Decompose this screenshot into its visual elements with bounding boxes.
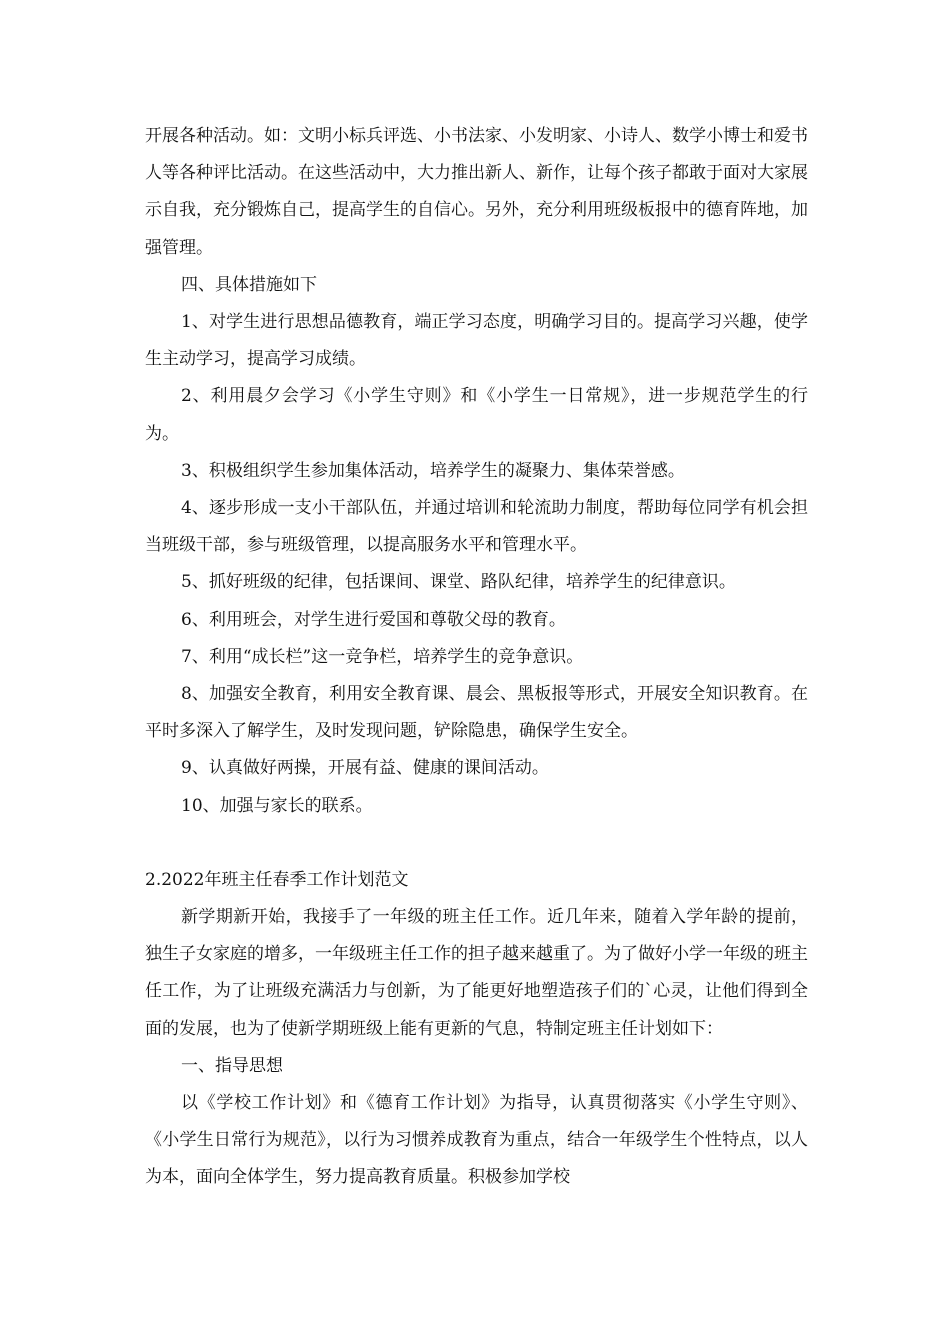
measure-item-5: 5、抓好班级的纪律，包括课间、课堂、路队纪律，培养学生的纪律意识。 bbox=[181, 572, 736, 593]
measure-item-2: 2、利用晨夕会学习《小学生守则》和《小学生一日常规》，进一步规范学生的行为。 bbox=[145, 386, 808, 444]
section-gap bbox=[145, 825, 808, 862]
measure-item-1: 1、对学生进行思想品德教育，端正学习态度，明确学习目的。提高学习兴趣，使学生主动学习，提高学习成绩。 bbox=[145, 312, 808, 370]
measure-item-6: 6、利用班会，对学生进行爱国和尊敬父母的教育。 bbox=[181, 609, 566, 630]
measure-item-8: 8、加强安全教育，利用安全教育课、晨会、黑板报等形式，开展安全知识教育。在平时多深入了解学生，及时发现问题，铲除隐患，确保学生安全。 bbox=[145, 684, 808, 742]
section-title: 2.2022年班主任春季工作计划范文 bbox=[145, 869, 409, 890]
measure-item-9: 9、认真做好两操，开展有益、健康的课间活动。 bbox=[181, 758, 549, 779]
heading-guiding-ideology: 一、指导思想 bbox=[181, 1055, 283, 1076]
measure-item-3: 3、积极组织学生参加集体活动，培养学生的凝聚力、集体荣誉感。 bbox=[181, 460, 685, 481]
measure-item-4: 4、逐步形成一支小干部队伍，并通过培训和轮流助力制度，帮助每位同学有机会担当班级干部，参与班级管理，以提高服务水平和管理水平。 bbox=[145, 498, 808, 556]
paragraph-activities: 开展各种活动。如：文明小标兵评选、小书法家、小发明家、小诗人、数学小博士和爱书人等各种评比活动。在这些活动中，大力推出新人、新作，让每个孩子都敢于面对大家展示自我，充分锻炼自己，提高学生的自信心。另外，充分利用班级板报中的德育阵地，加强管理。 bbox=[145, 126, 808, 258]
heading-section-four: 四、具体措施如下 bbox=[181, 274, 317, 295]
document-body bbox=[145, 118, 808, 1197]
paragraph-intro: 新学期新开始，我接手了一年级的班主任工作。近几年来，随着入学年龄的提前，独生子女家庭的增多，一年级班主任工作的担子越来越重了。为了做好小学一年级的班主任工作，为了让班级充满活力与创新，为了能更好地塑造孩子们的`心灵，让他们得到全面的发展，也为了使新学期班级上能有更新的气息，特制定班主任计划如下： bbox=[145, 907, 808, 1039]
paragraph-guiding-ideology: 以《学校工作计划》和《德育工作计划》为指导，认真贯彻落实《小学生守则》、《小学生日常行为规范》，以行为习惯养成教育为重点，结合一年级学生个性特点，以人为本，面向全体学生，努力提高教育质量。积极参加学校 bbox=[145, 1093, 808, 1188]
measure-item-10: 10、加强与家长的联系。 bbox=[181, 795, 373, 816]
measure-item-7: 7、利用“成长栏”这一竞争栏，培养学生的竞争意识。 bbox=[181, 646, 584, 667]
